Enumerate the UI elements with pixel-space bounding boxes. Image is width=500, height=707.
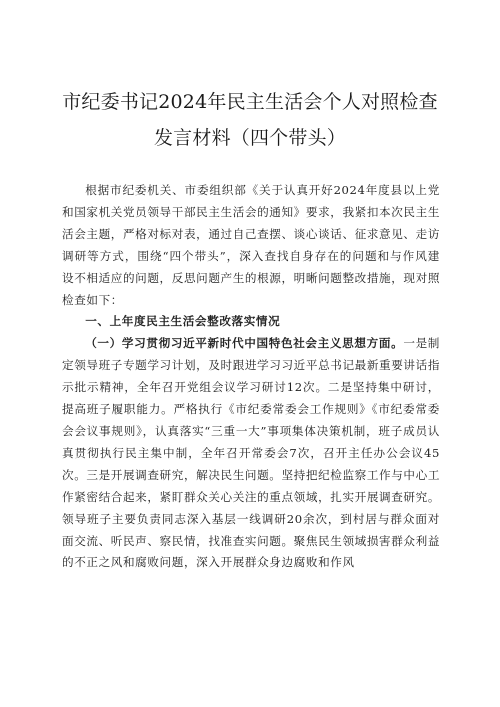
subsection-1-heading: （一）学习贯彻习近平新时代中国特色社会主义思想方面。 — [85, 336, 404, 351]
document-title-line-1: 市纪委书记2024年民主生活会个人对照检查 — [62, 91, 438, 113]
document-title-line-2: 发言材料（四个带头） — [153, 127, 346, 149]
subsection-1-body: 一是制定领导班子专题学习计划，及时跟进学习习近平总书记最新重要讲话指示批示精神，全年召开党组会议学习研讨12次。二是坚持集中研讨，提高班子履职能力。严格执行《市纪委常委会工作规则》《市纪委常委会会议事规则》，认真落实“三重一大”事项集体决策机制，班子成员认真贯彻执行民主集中制，全年召开常委会7次，召开主任办公会议45次。三是开展调查研究，解决民生问题。坚持把纪检监察工作与中心工作紧密结合起来，紧盯群众关心关注的重点领域，扎实开展调查研究。领导班子主要负责同志深入基层一线调研20余次，到村居与群众面对面交流、听民声、察民情，找准查实问题。聚焦民生领域损害群众利益的不正之风和腐败问题，深入开展群众身边腐败和作风 — [62, 336, 441, 570]
document-body — [62, 180, 440, 574]
intro-paragraph: 根据市纪委机关、市委组织部《关于认真开好2024年度县以上党和国家机关党员领导干部民主生活会的通知》要求，我紧扣本次民主生活会主题，严格对标对表，通过自己查摆、谈心谈话、征求意见、走访调研等方式，围绕“四个带头”，深入查找自身存在的问题和与作风建设不相适应的问题，反思问题产生的根源，明晰问题整改措施，现对照检查如下： — [62, 183, 441, 307]
subsection-1-paragraph — [62, 333, 440, 574]
section-1-heading: 一、上年度民主生活会整改落实情况 — [85, 314, 281, 329]
